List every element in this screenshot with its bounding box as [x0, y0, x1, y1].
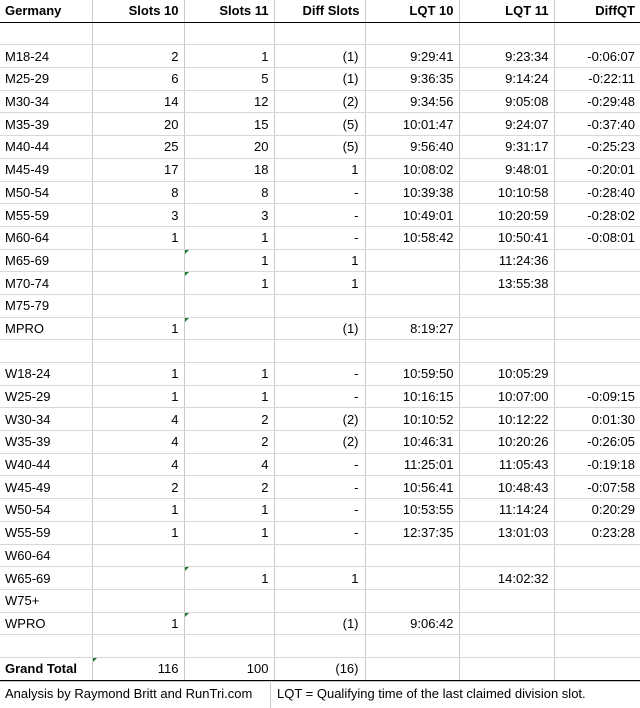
total-diff-slots[interactable]: (16) — [274, 657, 365, 680]
diffqt-cell[interactable] — [554, 612, 640, 635]
slots11-header[interactable]: Slots 11 — [184, 0, 274, 22]
slots11-cell[interactable]: 3 — [184, 204, 274, 227]
division-label[interactable]: M40-44 — [0, 136, 92, 159]
lqt10-cell[interactable] — [365, 249, 459, 272]
table-row — [0, 317, 640, 340]
diffqt-cell[interactable] — [554, 635, 640, 658]
lqt11-cell[interactable] — [459, 22, 554, 45]
slots10-cell[interactable]: 1 — [92, 499, 184, 522]
lqt11-cell[interactable]: 9:14:24 — [459, 68, 554, 91]
table-row — [0, 612, 640, 635]
table-row — [0, 90, 640, 113]
lqt11-cell[interactable]: 14:02:32 — [459, 567, 554, 590]
diff-slots-cell[interactable] — [274, 294, 365, 317]
diffqt-cell[interactable]: -0:37:40 — [554, 113, 640, 136]
diff-slots-cell[interactable]: 1 — [274, 158, 365, 181]
diffqt-cell[interactable]: -0:06:07 — [554, 45, 640, 68]
diff-slots-cell[interactable]: (5) — [274, 136, 365, 159]
lqt11-cell[interactable]: 10:50:41 — [459, 226, 554, 249]
lqt11-cell[interactable] — [459, 612, 554, 635]
slots10-cell[interactable]: 2 — [92, 476, 184, 499]
lqt10-cell[interactable] — [365, 22, 459, 45]
slots11-cell[interactable]: 4 — [184, 453, 274, 476]
division-label[interactable]: W40-44 — [0, 453, 92, 476]
slots11-cell[interactable]: 8 — [184, 181, 274, 204]
diffqt-cell[interactable]: -0:08:01 — [554, 226, 640, 249]
table-row — [0, 567, 640, 590]
diffqt-cell[interactable] — [554, 589, 640, 612]
diffqt-cell[interactable] — [554, 294, 640, 317]
lqt10-cell[interactable]: 9:36:35 — [365, 68, 459, 91]
slots10-cell[interactable] — [92, 544, 184, 567]
slots11-cell[interactable] — [184, 544, 274, 567]
country-header[interactable]: Germany — [0, 0, 92, 22]
division-label[interactable]: W55-59 — [0, 521, 92, 544]
diffqt-cell[interactable]: -0:25:23 — [554, 136, 640, 159]
diff-slots-cell[interactable]: - — [274, 181, 365, 204]
slots10-cell[interactable] — [92, 294, 184, 317]
footer — [0, 681, 640, 708]
lqt10-cell[interactable]: 10:46:31 — [365, 431, 459, 454]
lqt11-cell[interactable] — [459, 589, 554, 612]
slots10-cell[interactable] — [92, 340, 184, 363]
slots11-cell[interactable]: 5 — [184, 68, 274, 91]
grand-total-row — [0, 657, 640, 680]
division-label[interactable]: M70-74 — [0, 272, 92, 295]
lqt11-cell[interactable]: 11:05:43 — [459, 453, 554, 476]
diff-slots-cell[interactable]: (2) — [274, 90, 365, 113]
lqt11-cell[interactable]: 10:20:26 — [459, 431, 554, 454]
slots11-cell[interactable] — [184, 317, 274, 340]
slots10-cell[interactable]: 1 — [92, 385, 184, 408]
division-label[interactable]: M55-59 — [0, 204, 92, 227]
lqt10-cell[interactable]: 11:25:01 — [365, 453, 459, 476]
table-row — [0, 521, 640, 544]
total-lqt10[interactable] — [365, 657, 459, 680]
lqt10-cell[interactable]: 9:56:40 — [365, 136, 459, 159]
slots11-cell[interactable]: 2 — [184, 408, 274, 431]
lqt11-cell[interactable]: 13:55:38 — [459, 272, 554, 295]
diff-slots-cell[interactable]: - — [274, 363, 365, 386]
slots10-cell[interactable]: 14 — [92, 90, 184, 113]
lqt11-cell[interactable]: 10:48:43 — [459, 476, 554, 499]
diff-slots-header[interactable]: Diff Slots — [274, 0, 365, 22]
division-label[interactable]: W60-64 — [0, 544, 92, 567]
slots11-cell[interactable]: 18 — [184, 158, 274, 181]
table-row — [0, 294, 640, 317]
division-label[interactable]: W45-49 — [0, 476, 92, 499]
table-row — [0, 249, 640, 272]
diff-slots-cell[interactable] — [274, 340, 365, 363]
total-label[interactable]: Grand Total — [0, 657, 92, 680]
lqt10-cell[interactable]: 10:10:52 — [365, 408, 459, 431]
lqt11-cell[interactable] — [459, 340, 554, 363]
table-row — [0, 68, 640, 91]
slots10-cell[interactable]: 1 — [92, 363, 184, 386]
slots10-cell[interactable] — [92, 249, 184, 272]
slots10-cell[interactable]: 1 — [92, 317, 184, 340]
diffqt-cell[interactable] — [554, 567, 640, 590]
division-label[interactable]: W50-54 — [0, 499, 92, 522]
diff-slots-cell[interactable]: (2) — [274, 408, 365, 431]
table-row — [0, 476, 640, 499]
footer-note: LQT = Qualifying time of the last claimed division slot. — [277, 685, 586, 701]
lqt11-cell[interactable] — [459, 294, 554, 317]
table-row — [0, 204, 640, 227]
lqt11-cell[interactable]: 9:48:01 — [459, 158, 554, 181]
division-label[interactable] — [0, 635, 92, 658]
diffqt-cell[interactable]: -0:09:15 — [554, 385, 640, 408]
lqt10-cell[interactable]: 12:37:35 — [365, 521, 459, 544]
division-label[interactable]: M45-49 — [0, 158, 92, 181]
lqt11-cell[interactable]: 10:05:29 — [459, 363, 554, 386]
slots10-cell[interactable]: 1 — [92, 521, 184, 544]
slots11-cell[interactable] — [184, 589, 274, 612]
slots10-cell[interactable]: 1 — [92, 612, 184, 635]
total-lqt11[interactable] — [459, 657, 554, 680]
slots11-cell[interactable] — [184, 340, 274, 363]
division-label[interactable]: W30-34 — [0, 408, 92, 431]
lqt11-cell[interactable]: 13:01:03 — [459, 521, 554, 544]
lqt10-cell[interactable]: 10:16:15 — [365, 385, 459, 408]
lqt10-cell[interactable] — [365, 294, 459, 317]
division-label[interactable]: M30-34 — [0, 90, 92, 113]
diff-slots-cell[interactable] — [274, 635, 365, 658]
division-label[interactable] — [0, 340, 92, 363]
slots10-cell[interactable]: 4 — [92, 453, 184, 476]
diff-slots-cell[interactable] — [274, 22, 365, 45]
slots11-cell[interactable]: 1 — [184, 226, 274, 249]
division-label[interactable]: W65-69 — [0, 567, 92, 590]
table-row — [0, 22, 640, 45]
slots10-cell[interactable]: 25 — [92, 136, 184, 159]
diff-slots-cell[interactable]: (5) — [274, 113, 365, 136]
diffqt-cell[interactable]: -0:28:02 — [554, 204, 640, 227]
diff-slots-cell[interactable]: (1) — [274, 45, 365, 68]
slots10-cell[interactable] — [92, 635, 184, 658]
lqt10-cell[interactable] — [365, 589, 459, 612]
lqt10-cell[interactable] — [365, 272, 459, 295]
lqt10-cell[interactable] — [365, 340, 459, 363]
division-label[interactable]: M50-54 — [0, 181, 92, 204]
diffqt-cell[interactable]: -0:20:01 — [554, 158, 640, 181]
diffqt-cell[interactable]: -0:29:48 — [554, 90, 640, 113]
slots11-cell[interactable]: 1 — [184, 45, 274, 68]
table-row — [0, 499, 640, 522]
slots11-cell[interactable] — [184, 22, 274, 45]
total-slots11[interactable]: 100 — [184, 657, 274, 680]
diffqt-cell[interactable]: -0:07:58 — [554, 476, 640, 499]
diff-slots-cell[interactable]: - — [274, 204, 365, 227]
lqt10-cell[interactable]: 10:49:01 — [365, 204, 459, 227]
table-row — [0, 340, 640, 363]
slots11-cell[interactable]: 2 — [184, 431, 274, 454]
lqt10-cell[interactable]: 9:29:41 — [365, 45, 459, 68]
diff-slots-cell[interactable]: 1 — [274, 567, 365, 590]
slots11-cell[interactable]: 1 — [184, 499, 274, 522]
slots10-cell[interactable]: 8 — [92, 181, 184, 204]
lqt10-cell[interactable]: 8:19:27 — [365, 317, 459, 340]
lqt11-cell[interactable]: 9:05:08 — [459, 90, 554, 113]
lqt10-cell[interactable]: 10:56:41 — [365, 476, 459, 499]
division-label[interactable]: W18-24 — [0, 363, 92, 386]
division-label[interactable]: MPRO — [0, 317, 92, 340]
slots10-cell[interactable]: 6 — [92, 68, 184, 91]
lqt10-cell[interactable]: 10:01:47 — [365, 113, 459, 136]
lqt11-cell[interactable]: 9:24:07 — [459, 113, 554, 136]
lqt11-header[interactable]: LQT 11 — [459, 0, 554, 22]
slots11-cell[interactable]: 1 — [184, 363, 274, 386]
lqt10-cell[interactable]: 10:39:38 — [365, 181, 459, 204]
slots11-cell[interactable]: 12 — [184, 90, 274, 113]
diffqt-cell[interactable]: -0:22:11 — [554, 68, 640, 91]
diff-slots-cell[interactable]: - — [274, 226, 365, 249]
slots11-cell[interactable]: 1 — [184, 385, 274, 408]
lqt11-cell[interactable]: 9:23:34 — [459, 45, 554, 68]
lqt10-cell[interactable] — [365, 635, 459, 658]
division-label[interactable]: W75+ — [0, 589, 92, 612]
diffqt-cell[interactable] — [554, 22, 640, 45]
slots10-cell[interactable]: 17 — [92, 158, 184, 181]
division-label[interactable]: M25-29 — [0, 68, 92, 91]
table-row — [0, 453, 640, 476]
lqt11-cell[interactable] — [459, 317, 554, 340]
table-body — [0, 22, 640, 657]
diff-slots-cell[interactable]: - — [274, 521, 365, 544]
lqt10-cell[interactable]: 10:58:42 — [365, 226, 459, 249]
table-row — [0, 158, 640, 181]
slots11-cell[interactable]: 15 — [184, 113, 274, 136]
lqt11-cell[interactable]: 11:14:24 — [459, 499, 554, 522]
diffqt-cell[interactable]: 0:01:30 — [554, 408, 640, 431]
diffqt-cell[interactable]: 0:23:28 — [554, 521, 640, 544]
table-row — [0, 589, 640, 612]
slots10-cell[interactable]: 20 — [92, 113, 184, 136]
slots10-cell[interactable] — [92, 567, 184, 590]
division-label[interactable]: M65-69 — [0, 249, 92, 272]
slots10-cell[interactable]: 2 — [92, 45, 184, 68]
lqt11-cell[interactable]: 11:24:36 — [459, 249, 554, 272]
table-row — [0, 226, 640, 249]
lqt11-cell[interactable]: 9:31:17 — [459, 136, 554, 159]
table-row — [0, 635, 640, 658]
division-label[interactable]: M35-39 — [0, 113, 92, 136]
header-row — [0, 0, 640, 22]
table-row — [0, 544, 640, 567]
lqt11-cell[interactable] — [459, 544, 554, 567]
table-row — [0, 113, 640, 136]
division-label[interactable]: M18-24 — [0, 45, 92, 68]
slots10-cell[interactable] — [92, 589, 184, 612]
diff-slots-cell[interactable]: - — [274, 499, 365, 522]
table-row — [0, 181, 640, 204]
diff-slots-cell[interactable] — [274, 589, 365, 612]
diffqt-cell[interactable]: -0:28:40 — [554, 181, 640, 204]
diffqt-cell[interactable] — [554, 340, 640, 363]
lqt10-cell[interactable]: 10:08:02 — [365, 158, 459, 181]
division-label[interactable]: W25-29 — [0, 385, 92, 408]
slots11-cell[interactable]: 1 — [184, 521, 274, 544]
lqt10-cell[interactable]: 10:53:55 — [365, 499, 459, 522]
diffqt-cell[interactable] — [554, 363, 640, 386]
lqt11-cell[interactable]: 10:12:22 — [459, 408, 554, 431]
diffqt-cell[interactable] — [554, 272, 640, 295]
diff-slots-cell[interactable]: - — [274, 453, 365, 476]
slots10-header[interactable]: Slots 10 — [92, 0, 184, 22]
diffqt-cell[interactable]: -0:26:05 — [554, 431, 640, 454]
slots10-cell[interactable]: 4 — [92, 408, 184, 431]
table-row — [0, 45, 640, 68]
lqt11-cell[interactable]: 10:10:58 — [459, 181, 554, 204]
lqt10-cell[interactable]: 9:06:42 — [365, 612, 459, 635]
lqt10-header[interactable]: LQT 10 — [365, 0, 459, 22]
slots11-cell[interactable] — [184, 612, 274, 635]
diff-slots-cell[interactable]: 1 — [274, 272, 365, 295]
slots11-cell[interactable]: 1 — [184, 567, 274, 590]
lqt11-cell[interactable] — [459, 635, 554, 658]
diff-slots-cell[interactable] — [274, 544, 365, 567]
slots11-cell[interactable]: 2 — [184, 476, 274, 499]
diffqt-cell[interactable]: 0:20:29 — [554, 499, 640, 522]
division-label[interactable]: M75-79 — [0, 294, 92, 317]
slots11-cell[interactable]: 1 — [184, 272, 274, 295]
diff-slots-cell[interactable]: (1) — [274, 612, 365, 635]
table-row — [0, 431, 640, 454]
total-slots10[interactable]: 116 — [92, 657, 184, 680]
diffqt-cell[interactable] — [554, 249, 640, 272]
division-label[interactable] — [0, 22, 92, 45]
table-row — [0, 408, 640, 431]
footer-credit: Analysis by Raymond Britt and RunTri.com — [0, 682, 271, 708]
diffqt-cell[interactable]: -0:19:18 — [554, 453, 640, 476]
slots10-cell[interactable]: 3 — [92, 204, 184, 227]
lqt11-cell[interactable]: 10:20:59 — [459, 204, 554, 227]
total-diffqt[interactable] — [554, 657, 640, 680]
slots10-cell[interactable] — [92, 272, 184, 295]
slots10-cell[interactable] — [92, 22, 184, 45]
slots11-cell[interactable] — [184, 294, 274, 317]
division-label[interactable]: M60-64 — [0, 226, 92, 249]
lqt10-cell[interactable]: 9:34:56 — [365, 90, 459, 113]
diff-slots-cell[interactable]: - — [274, 385, 365, 408]
table-row — [0, 363, 640, 386]
lqt10-cell[interactable] — [365, 544, 459, 567]
slots10-cell[interactable]: 4 — [92, 431, 184, 454]
lqt10-cell[interactable] — [365, 567, 459, 590]
slots11-cell[interactable]: 1 — [184, 249, 274, 272]
diff-slots-cell[interactable]: 1 — [274, 249, 365, 272]
slots11-cell[interactable]: 20 — [184, 136, 274, 159]
diff-slots-cell[interactable]: (2) — [274, 431, 365, 454]
diff-slots-cell[interactable]: (1) — [274, 68, 365, 91]
diffqt-cell[interactable] — [554, 544, 640, 567]
diff-slots-cell[interactable]: - — [274, 476, 365, 499]
lqt11-cell[interactable]: 10:07:00 — [459, 385, 554, 408]
division-label[interactable]: WPRO — [0, 612, 92, 635]
diffqt-header[interactable]: DiffQT — [554, 0, 640, 22]
diffqt-cell[interactable] — [554, 317, 640, 340]
slots11-cell[interactable] — [184, 635, 274, 658]
diff-slots-cell[interactable]: (1) — [274, 317, 365, 340]
slots10-cell[interactable]: 1 — [92, 226, 184, 249]
lqt10-cell[interactable]: 10:59:50 — [365, 363, 459, 386]
table-row — [0, 272, 640, 295]
table-row — [0, 385, 640, 408]
division-label[interactable]: W35-39 — [0, 431, 92, 454]
table-row — [0, 136, 640, 159]
